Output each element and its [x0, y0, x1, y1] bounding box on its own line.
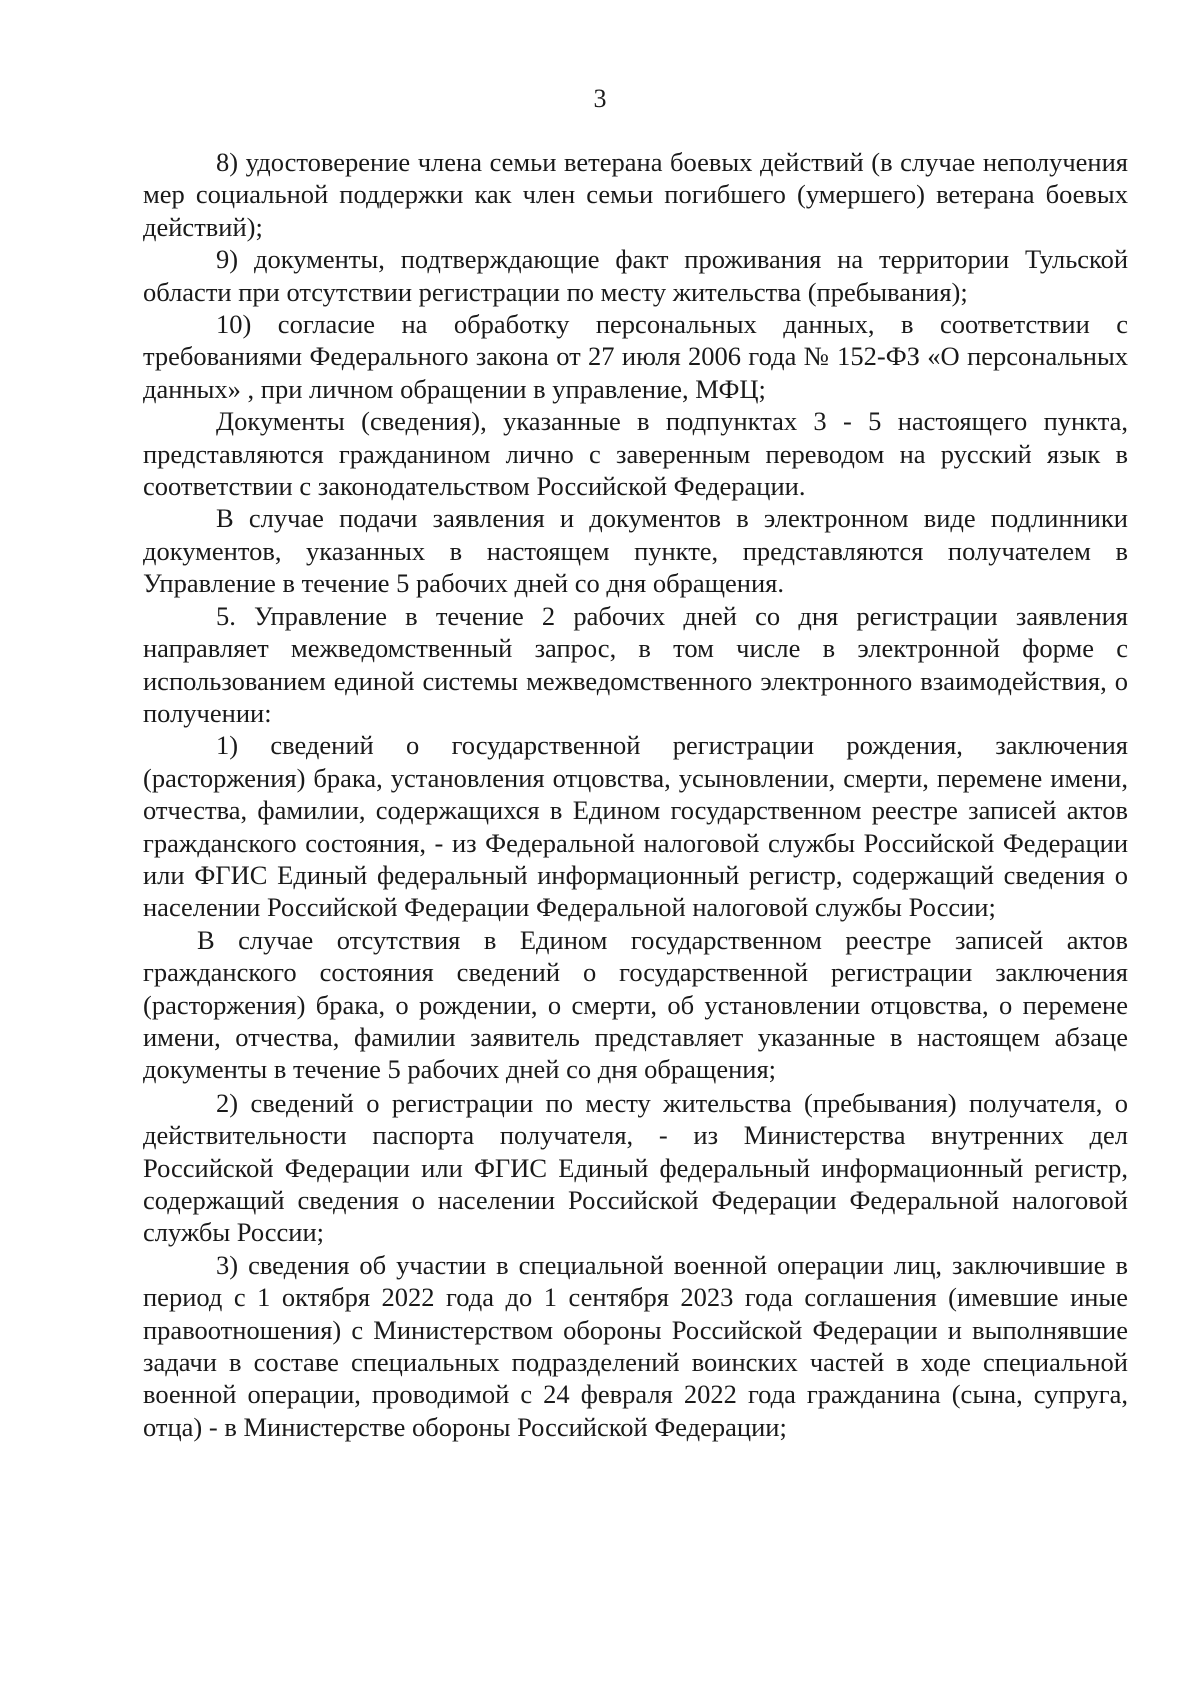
paragraph-documents-translation: Документы (сведения), указанные в подпунктах 3 - 5 настоящего пункта, представляются гражданином лично с заверенным переводом на русский язык в соответствии с законодательством Российской Федерации. [143, 406, 1128, 502]
paragraph-item-9: 9) документы, подтверждающие факт проживания на территории Тульской области при отсутствии регистрации по месту жительства (пребывания); [143, 244, 1128, 307]
paragraph-subitem-3: 3) сведения об участии в специальной военной операции лиц, заключившие в период с 1 октября 2022 года до 1 сентября 2023 года соглашения (имевшие иные правоотношения) с Министерством обороны Российской Федерации и выполнявшие задачи в составе специальных подразделений воинских частей в ходе специальной военной операции, проводимой с 24 февраля 2022 года гражданина (сына, супруга, отца) - в Министерстве обороны Российской Федерации; [143, 1249, 1128, 1442]
paragraph-absence-records: В случае отсутствия в Едином государственном реестре записей актов гражданского состояния сведений о государственной регистрации заключения (расторжения) брака, о рождении, о смерти, об установлении отцовства, о перемене имени, отчества, фамилии заявитель представляет указанные в настоящем абзаце документы в течение 5 рабочих дней со дня обращения; [143, 924, 1128, 1085]
paragraph-section-5: 5. Управление в течение 2 рабочих дней со дня регистрации заявления направляет межведомственный запрос, в том числе в электронной форме с использованием единой системы межведомственного электронного взаимодействия, о получении: [143, 600, 1128, 728]
paragraph-item-8: 8) удостоверение члена семьи ветерана боевых действий (в случае неполучения мер социальной поддержки как член семьи погибшего (умершего) ветерана боевых действий); [143, 147, 1128, 242]
paragraph-subitem-2: 2) сведений о регистрации по месту жительства (пребывания) получателя, о действительности паспорта получателя, - из Министерства внутренних дел Российской Федерации или ФГИС Единый федеральный информационный регистр, содержащий сведения о населении Российской Федерации Федеральной налоговой службы России; [143, 1087, 1128, 1248]
paragraph-subitem-1: 1) сведений о государственной регистрации рождения, заключения (расторжения) брака, установления отцовства, усыновлении, смерти, перемене имени, отчества, фамилии, содержащихся в Едином государственном реестре записей актов гражданского состояния, - из Федеральной налоговой службы Российской Федерации или ФГИС Единый федеральный информационный регистр, содержащий сведения о населении Российской Федерации Федеральной налоговой службы России; [143, 730, 1128, 923]
page-number: 3 [593, 84, 607, 113]
paragraph-electronic-submission: В случае подачи заявления и документов в электронном виде подлинники документов, указанных в настоящем пункте, представляются получателем в Управление в течение 5 рабочих дней со дня обращения. [143, 503, 1128, 599]
document-body [143, 146, 1128, 1443]
paragraph-item-10: 10) согласие на обработку персональных данных, в соответствии с требованиями Федерального закона от 27 июля 2006 года № 152-ФЗ «О персональных данных» , при личном обращении в управление, МФЦ; [143, 309, 1128, 404]
